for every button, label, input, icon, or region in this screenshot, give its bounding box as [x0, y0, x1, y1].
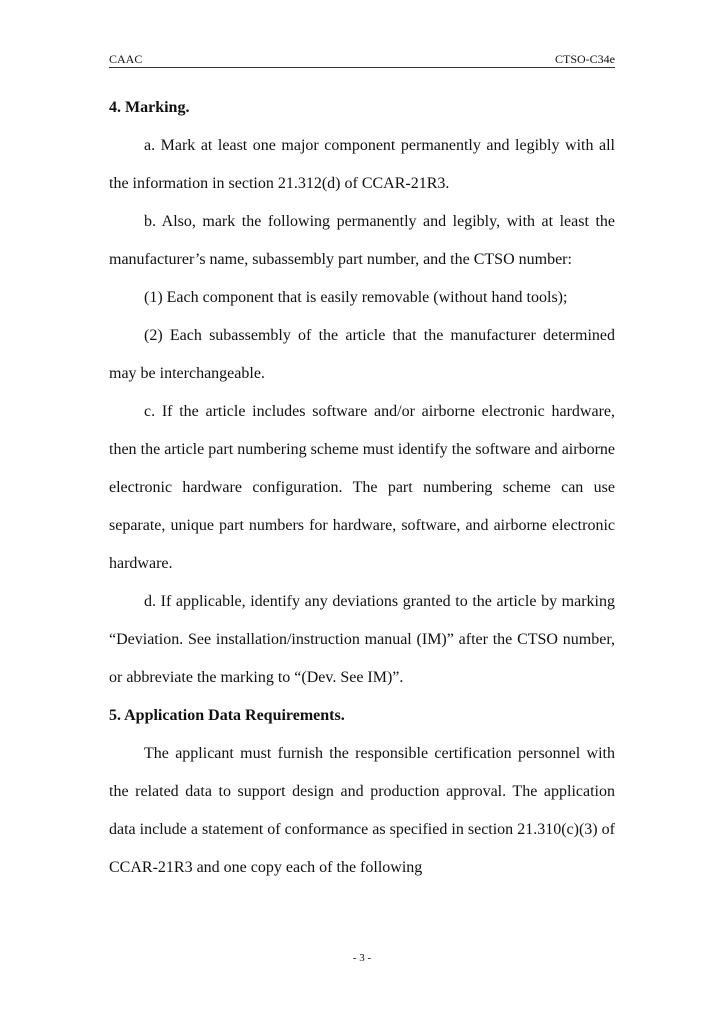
section-4-paragraph-c: c. If the article includes software and/or airborne electronic hardware, then the article part numbering scheme must identify the software and airborne electronic hardware configuration. The part numbering scheme can use separate, unique part numbers for hardware, software, and airborne electronic hardware.: [109, 403, 615, 572]
document-body: [109, 89, 615, 887]
section-4-item-1: (1) Each component that is easily removable (without hand tools);: [144, 289, 568, 306]
section-4-paragraph-b: b. Also, mark the following permanently and legibly, with at least the manufacturer’s name, subassembly part number, and the CTSO number:: [109, 213, 615, 268]
section-4-heading: 4. Marking.: [109, 99, 190, 116]
page-header: [109, 52, 615, 68]
section-4-paragraph-d: d. If applicable, identify any deviations granted to the article by marking “Deviation. See installation/instruction manual (IM)” after the CTSO number, or abbreviate the marking to “(Dev. See IM)”.: [109, 593, 615, 686]
section-4-paragraph-a: a. Mark at least one major component permanently and legibly with all the information in section 21.312(d) of CCAR-21R3.: [109, 137, 615, 192]
section-5-heading: 5. Application Data Requirements.: [109, 707, 345, 724]
section-5-paragraph: The applicant must furnish the responsible certification personnel with the related data to support design and production approval. The application data include a statement of conformance as specified in section 21.310(c)(3) of CCAR-21R3 and one copy each of the following: [109, 745, 615, 876]
header-organization: CAAC: [109, 52, 143, 66]
page-number: - 3 -: [352, 952, 372, 964]
section-4-item-2: (2) Each subassembly of the article that the manufacturer determined may be interchangeable.: [109, 327, 615, 382]
header-document-id: CTSO-C34e: [555, 52, 615, 66]
